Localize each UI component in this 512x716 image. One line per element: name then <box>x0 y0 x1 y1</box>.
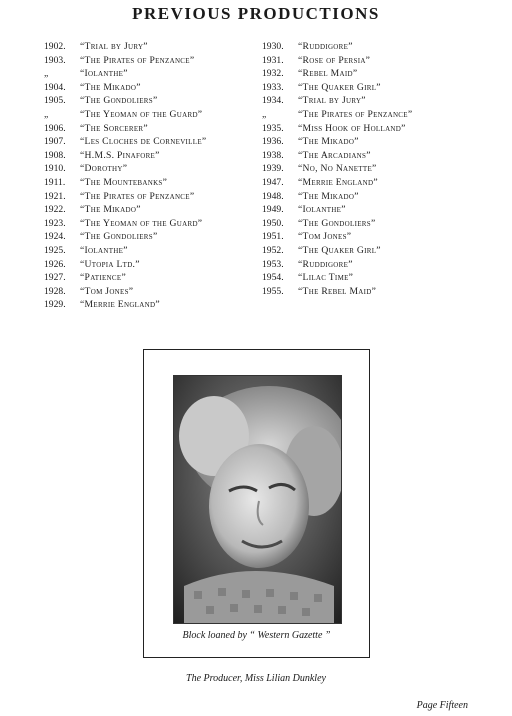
production-year: 1929. <box>44 299 66 311</box>
production-title: “The Gondoliers” <box>298 217 376 229</box>
production-entry <box>44 40 206 54</box>
photo-frame <box>143 349 370 658</box>
production-entry <box>262 230 412 244</box>
production-entry <box>44 176 206 190</box>
production-entry <box>262 40 412 54</box>
production-year: 1938. <box>262 149 284 161</box>
production-year: „ <box>44 108 49 120</box>
production-entry <box>262 162 412 176</box>
production-entry <box>262 94 412 108</box>
production-entry <box>262 81 412 95</box>
production-entry <box>44 162 206 176</box>
production-entry <box>44 54 206 68</box>
production-title: “The Yeoman of the Guard” <box>80 108 203 120</box>
production-title: “Dorothy” <box>80 163 128 175</box>
production-year: 1928. <box>44 285 66 297</box>
production-entry <box>44 108 206 122</box>
production-year: 1910. <box>44 163 66 175</box>
production-title: “Tom Jones” <box>298 231 352 243</box>
production-year: 1927. <box>44 272 66 284</box>
production-title: “Ruddigore” <box>298 258 353 270</box>
production-year: 1931. <box>262 54 284 66</box>
production-entry <box>44 217 206 231</box>
production-title: “Trial by Jury” <box>80 41 148 52</box>
production-entry <box>262 135 412 149</box>
production-title: “No, No Nanette” <box>298 163 377 175</box>
production-year: 1932. <box>262 68 284 80</box>
production-title: “The Pirates of Penzance” <box>80 190 195 202</box>
production-entry <box>44 244 206 258</box>
production-year: 1953. <box>262 258 284 270</box>
production-year: 1935. <box>262 122 284 134</box>
production-title: “The Mikado” <box>298 136 359 148</box>
production-title: “Ruddigore” <box>298 41 353 52</box>
production-entry <box>262 285 412 299</box>
production-entry <box>44 94 206 108</box>
production-entry <box>44 203 206 217</box>
productions-list-right <box>262 40 412 298</box>
production-entry <box>262 190 412 204</box>
production-title: “Iolanthe” <box>298 204 346 216</box>
production-title: “Les Cloches de Corneville” <box>80 136 207 148</box>
production-title: “The Mountebanks” <box>80 176 168 188</box>
production-year: 1907. <box>44 136 66 148</box>
production-title: “H.M.S. Pinafore” <box>80 149 160 161</box>
production-title: “Tom Jones” <box>80 285 134 297</box>
production-title: “The Rebel Maid” <box>298 285 377 297</box>
production-year: 1922. <box>44 204 66 216</box>
production-title: “Iolanthe” <box>80 68 128 80</box>
production-year: 1930. <box>262 41 284 52</box>
production-entry <box>44 271 206 285</box>
producer-portrait <box>173 375 342 624</box>
production-entry <box>44 258 206 272</box>
production-title: “The Yeoman of the Guard” <box>80 217 203 229</box>
production-year: 1923. <box>44 217 66 229</box>
production-entry <box>44 81 206 95</box>
production-year: 1905. <box>44 95 66 107</box>
production-entry <box>44 230 206 244</box>
production-title: “Rose of Persia” <box>298 54 371 66</box>
production-year: 1925. <box>44 244 66 256</box>
page-number: Page Fifteen <box>416 700 468 711</box>
production-entry <box>262 54 412 68</box>
production-entry <box>44 190 206 204</box>
production-year: 1908. <box>44 149 66 161</box>
production-title: “Trial by Jury” <box>298 95 366 107</box>
production-year: 1926. <box>44 258 66 270</box>
production-title: “The Mikado” <box>80 81 141 93</box>
production-title: “Patience” <box>80 272 127 284</box>
production-year: 1948. <box>262 190 284 202</box>
production-title: “The Mikado” <box>80 204 141 216</box>
production-title: “The Gondoliers” <box>80 231 158 243</box>
production-entry <box>44 135 206 149</box>
production-entry <box>262 244 412 258</box>
production-entry <box>262 108 412 122</box>
productions-list-left <box>44 40 206 312</box>
page-title: PREVIOUS PRODUCTIONS <box>132 4 380 23</box>
production-entry <box>262 258 412 272</box>
production-title: “Lilac Time” <box>298 272 354 284</box>
production-year: „ <box>262 108 267 120</box>
production-title: “The Arcadians” <box>298 149 371 161</box>
production-entry <box>44 285 206 299</box>
production-title: “The Quaker Girl” <box>298 81 381 93</box>
production-title: “Miss Hook of Holland” <box>298 122 406 134</box>
production-year: 1921. <box>44 190 66 202</box>
production-year: 1903. <box>44 54 66 66</box>
production-entry <box>262 149 412 163</box>
production-entry <box>262 176 412 190</box>
production-entry <box>262 203 412 217</box>
production-year: 1934. <box>262 95 284 107</box>
production-entry <box>44 298 206 312</box>
production-entry <box>262 271 412 285</box>
production-title: “The Pirates of Penzance” <box>298 108 413 120</box>
production-year: 1924. <box>44 231 66 243</box>
production-entry <box>44 122 206 136</box>
production-title: “Rebel Maid” <box>298 68 358 80</box>
production-year: „ <box>44 68 49 80</box>
production-year: 1951. <box>262 231 284 243</box>
production-title: “The Quaker Girl” <box>298 244 381 256</box>
production-year: 1947. <box>262 176 284 188</box>
production-entry <box>44 149 206 163</box>
production-year: 1902. <box>44 41 66 52</box>
production-year: 1904. <box>44 81 66 93</box>
production-year: 1933. <box>262 81 284 93</box>
production-title: “The Gondoliers” <box>80 95 158 107</box>
production-title: “Merrie England” <box>298 176 378 188</box>
production-year: 1939. <box>262 163 284 175</box>
production-year: 1936. <box>262 136 284 148</box>
production-year: 1906. <box>44 122 66 134</box>
production-title: “The Sorcerer” <box>80 122 148 134</box>
production-entry <box>262 217 412 231</box>
production-title: “Iolanthe” <box>80 244 128 256</box>
production-year: 1955. <box>262 285 284 297</box>
production-title: “Utopia Ltd.” <box>80 258 140 270</box>
production-title: “The Pirates of Penzance” <box>80 54 195 66</box>
production-title: “Merrie England” <box>80 299 160 311</box>
production-year: 1911. <box>44 176 66 188</box>
production-year: 1952. <box>262 244 284 256</box>
production-year: 1954. <box>262 272 284 284</box>
producer-caption: The Producer, Miss Lilian Dunkley <box>186 673 326 684</box>
production-entry <box>262 122 412 136</box>
production-title: “The Mikado” <box>298 190 359 202</box>
photo-credit-caption: Block loaned by “ Western Gazette ” <box>182 630 331 641</box>
production-entry <box>262 67 412 81</box>
production-year: 1949. <box>262 204 284 216</box>
production-entry <box>44 67 206 81</box>
production-year: 1950. <box>262 217 284 229</box>
